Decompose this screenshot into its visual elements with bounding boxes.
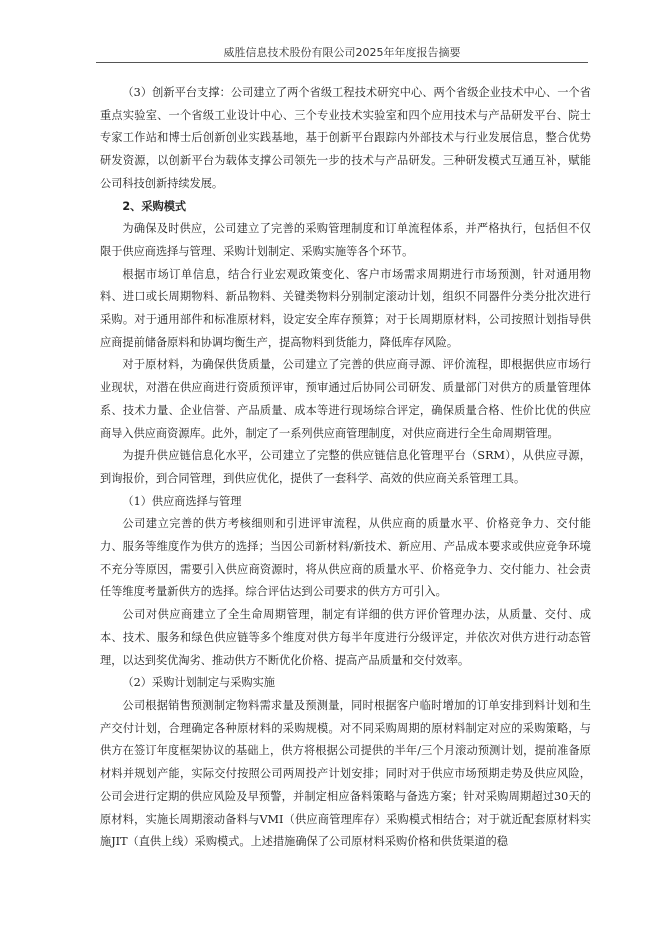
- paragraph-srm-platform: 为提升供应链信息化水平，公司建立了完整的供应链信息化管理平台（SRM），从供应寻源，到询报价，到合同管理，到供应优化，提供了一套科学、高效的供应商关系管理工具。: [100, 449, 591, 485]
- paragraph-procurement-plan: 公司根据销售预测制定物料需求量及预测量，同时根据客户临时增加的订单安排到料计划和生产交付计划，合理确定各种原材料的采购规模。对不同采购周期的原材料制定对应的采购策略，与供方在签订年度框架协议的基础上，供方将根据公司提供的半年/三个月滚动预测计划，提前准备原材料并规划产能，实际交付按照公司两周投产计划安排；同时对于供应市场预期走势及供应风险，公司会进行定期的供应风险及早预警，并制定相应备料策略与备选方案；针对采购周期超过30天的原材料，实施长周期滚动备料与VMI（供应商管理库存）采购模式相结合；对于就近配套原材料实施JIT（直供上线）采购模式。上述措施确保了公司原材料采购价格和供货渠道的稳: [100, 698, 591, 849]
- paragraph-procurement-intro: 为确保及时供应，公司建立了完善的采购管理制度和订单流程体系，并严格执行，包括但不仅限于供应商选择与管理、采购计划制定、采购实施等各个环节。: [100, 222, 591, 258]
- subheading-supplier-selection: （1）供应商选择与管理: [122, 494, 242, 508]
- paragraph-innovation-platform: （3）创新平台支撑：公司建立了两个省级工程技术研究中心、两个省级企业技术中心、一个省重点实验室、一个省级工业设计中心、三个专业技术实验室和四个应用技术与产品研发平台、院士专家工作站和博士后创新创业实践基地，基于创新平台跟踪内外部技术与行业发展信息，整合优势研发资源，以创新平台为载体支撑公司领先一步的技术与产品研发。三种研发模式互通互补，赋能公司科技创新持续发展。: [100, 86, 591, 190]
- subheading-procurement-plan: （2）采购计划制定与采购实施: [122, 676, 275, 690]
- paragraph-supplier-lifecycle: 公司对供应商建立了全生命周期管理，制定有详细的供方评价管理办法，从质量、交付、成本、技术、服务和绿色供应链等多个维度对供方每半年度进行分级评定，并依次对供方进行动态管理，以达到奖优淘劣、推动供方不断优化价格、提高产品质量和交付效率。: [100, 608, 591, 667]
- paragraph-raw-material-quality: 对于原材料，为确保供货质量，公司建立了完善的供应商寻源、评价流程，即根据供应市场行业现状，对潜在供应商进行资质预评审，预审通过后协同公司研发、质量部门对供方的质量管理体系、技术力量、企业信誉、产品质量、成本等进行现场综合评定，确保质量合格、性价比优的供应商导入供应商资源库。此外，制定了一系列供应商管理制度，对供应商进行全生命周期管理。: [100, 358, 591, 440]
- page-header: 威胜信息技术股份有限公司2025年年度报告摘要: [223, 46, 461, 59]
- section-heading-procurement: 2、采购模式: [122, 199, 187, 213]
- header-divider: [96, 62, 588, 63]
- paragraph-market-forecast: 根据市场订单信息，结合行业宏观政策变化、客户市场需求周期进行市场预测，针对通用物料、进口或长周期物料、新品物料、关键类物料分别制定滚动计划，组织不同器件分类分批次进行采购。对于通用部件和标准原材料，设定安全库存预算；对于长周期原材料，公司按照计划指导供应商提前储备原料和协调均衡生产，提高物料到货能力，降低库存风险。: [100, 267, 591, 349]
- paragraph-supplier-evaluation: 公司建立完善的供方考核细则和引进评审流程，从供应商的质量水平、价格竞争力、交付能力、服务等维度作为供方的选择；当因公司新材料/新技术、新应用、产品成本要求或供应竞争环境不充分等原因，需要引入供应商资源时，将从供应商的质量水平、价格竞争力、交付能力、社会责任等维度考量新供方的选择。综合评估达到公司要求的供方方可引入。: [100, 517, 591, 599]
- document-body: [100, 82, 591, 854]
